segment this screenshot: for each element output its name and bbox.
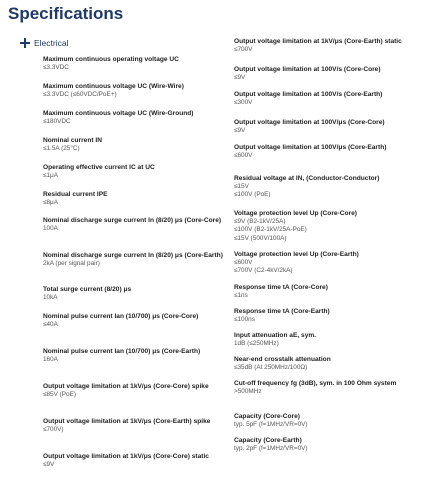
spec-item bbox=[43, 191, 228, 217]
spec-label: Output voltage limitation at 100V/s (Core-Core) bbox=[234, 66, 381, 73]
spec-value: ≤85V (PoE) bbox=[43, 391, 76, 399]
spec-label: Operating effective current IC at UC bbox=[43, 164, 155, 171]
spec-value: 10kA bbox=[43, 294, 58, 302]
spec-item bbox=[234, 175, 419, 210]
spec-item bbox=[234, 308, 419, 332]
spec-value: ≤100ns bbox=[234, 316, 255, 324]
spec-column-left bbox=[43, 56, 228, 481]
spec-value: ≤600V bbox=[234, 152, 253, 160]
spec-label: Maximum continuous voltage UC (Wire-Ground) bbox=[43, 110, 194, 117]
spec-value: ≤700V) bbox=[43, 426, 64, 434]
spec-label: Output voltage limitation at 1kV/μs (Core-Earth) static bbox=[234, 38, 402, 45]
spec-item bbox=[234, 356, 419, 380]
spec-label: Residual current IPE bbox=[43, 191, 108, 198]
spec-item bbox=[234, 38, 419, 66]
spec-label: Nominal current IN bbox=[43, 137, 102, 144]
spec-label: Capacity (Core-Earth) bbox=[234, 437, 302, 444]
spec-value: ≤600V ≤700V (C2-4kV/2kA) bbox=[234, 259, 293, 275]
spec-value: typ. 2pF (f=1MHz/VR=0V) bbox=[234, 445, 308, 453]
spec-item bbox=[234, 144, 419, 175]
spec-value: ≤9V bbox=[234, 74, 246, 82]
spec-value: ≤8μA bbox=[43, 199, 59, 207]
spec-value: ≤40A bbox=[43, 321, 58, 329]
spec-label: Input attenuation aE, sym. bbox=[234, 332, 317, 339]
spec-value: >500MHz bbox=[234, 388, 262, 396]
spec-label: Cut-off frequency fg (3dB), sym. in 100 Ohm system bbox=[234, 380, 397, 387]
spec-value: ≤700V bbox=[234, 46, 253, 54]
spec-value: ≤3.3VDC (≤60VDC/PoE+) bbox=[43, 91, 117, 99]
spec-label: Maximum continuous voltage UC (Wire-Wire) bbox=[43, 83, 184, 90]
spec-label: Response time tA (Core-Core) bbox=[234, 284, 328, 291]
spec-value: ≤300V bbox=[234, 99, 253, 107]
spec-item bbox=[43, 137, 228, 164]
spec-item bbox=[234, 437, 419, 461]
spec-label: Near-end crosstalk attenuation bbox=[234, 356, 331, 363]
spec-label: Output voltage limitation at 100V/s (Core-Earth) bbox=[234, 91, 383, 98]
section-toggle-electrical[interactable] bbox=[20, 38, 68, 48]
spec-item bbox=[43, 252, 228, 286]
spec-item bbox=[43, 383, 228, 418]
page-title: Specifications bbox=[8, 4, 124, 23]
spec-label: Output voltage limitation at 100V/μs (Core-Core) bbox=[234, 119, 385, 126]
spec-column-right bbox=[234, 38, 419, 461]
spec-value: ≤1ns bbox=[234, 292, 248, 300]
spec-value: typ. 5pF (f=1MHz/VR=0V) bbox=[234, 421, 308, 429]
spec-label: Output voltage limitation at 1kV/μs (Core-Core) static bbox=[43, 453, 209, 460]
spec-label: Total surge current (8/20) μs bbox=[43, 286, 132, 293]
spec-value: 2kA (per signal pair) bbox=[43, 260, 100, 268]
spec-label: Voltage protection level Up (Core-Earth) bbox=[234, 251, 359, 258]
spec-value: ≤180VDC bbox=[43, 118, 71, 126]
spec-label: Output voltage limitation at 1kV/μs (Core-Core) spike bbox=[43, 383, 209, 390]
spec-label: Nominal discharge surge current In (8/20) μs (Core-Earth) bbox=[43, 252, 223, 259]
spec-value: 160A bbox=[43, 356, 58, 364]
spec-value: ≤1μA bbox=[43, 172, 59, 180]
spec-item bbox=[234, 91, 419, 119]
spec-value: ≤9V bbox=[43, 461, 55, 469]
spec-item bbox=[234, 332, 419, 356]
spec-item bbox=[43, 83, 228, 110]
spec-value: ≤9V bbox=[234, 127, 246, 135]
spec-item bbox=[43, 217, 228, 252]
spec-item bbox=[43, 110, 228, 137]
spec-label: Residual voltage at IN, (Conductor-Conductor) bbox=[234, 175, 380, 182]
spec-item bbox=[43, 56, 228, 83]
spec-item bbox=[43, 348, 228, 383]
spec-item bbox=[234, 284, 419, 308]
spec-value: ≤9V (B2-1kV/25A) ≤100V (B2-1kV/25A-PoE) ≤15V (500V/100A) bbox=[234, 218, 307, 242]
spec-value: ≤35dB (At 250MHz/100Ω) bbox=[234, 364, 308, 372]
spec-value: ≤3.3VDC bbox=[43, 64, 69, 72]
spec-item bbox=[43, 453, 228, 481]
spec-item bbox=[43, 418, 228, 453]
spec-item bbox=[43, 164, 228, 191]
spec-label: Capacity (Core-Core) bbox=[234, 413, 300, 420]
spec-item bbox=[234, 413, 419, 437]
spec-item bbox=[234, 251, 419, 284]
spec-label: Output voltage limitation at 1kV/μs (Core-Earth) spike bbox=[43, 418, 211, 425]
spec-label: Maximum continuous operating voltage UC bbox=[43, 56, 179, 63]
spec-label: Output voltage limitation at 100V/μs (Core-Earth) bbox=[234, 144, 387, 151]
spec-item bbox=[234, 66, 419, 91]
plus-icon bbox=[20, 38, 30, 48]
spec-item bbox=[43, 286, 228, 313]
spec-label: Nominal pulse current Ian (10/700) μs (Core-Earth) bbox=[43, 348, 201, 355]
spec-item bbox=[234, 119, 419, 144]
spec-value: 100A bbox=[43, 225, 58, 233]
spec-label: Nominal discharge surge current In (8/20) μs (Core-Core) bbox=[43, 217, 222, 224]
spec-item bbox=[234, 380, 419, 413]
spec-value: ≤1.5A (25°C) bbox=[43, 145, 80, 153]
spec-item bbox=[43, 313, 228, 348]
spec-label: Nominal pulse current Ian (10/700) μs (Core-Core) bbox=[43, 313, 199, 320]
spec-label: Voltage protection level Up (Core-Core) bbox=[234, 210, 357, 217]
section-label: Electrical bbox=[34, 38, 69, 48]
spec-item bbox=[234, 210, 419, 251]
spec-value: 1dB (≤250MHz) bbox=[234, 340, 279, 348]
spec-label: Response time tA (Core-Earth) bbox=[234, 308, 330, 315]
spec-value: ≤15V ≤100V (PoE) bbox=[234, 183, 271, 199]
